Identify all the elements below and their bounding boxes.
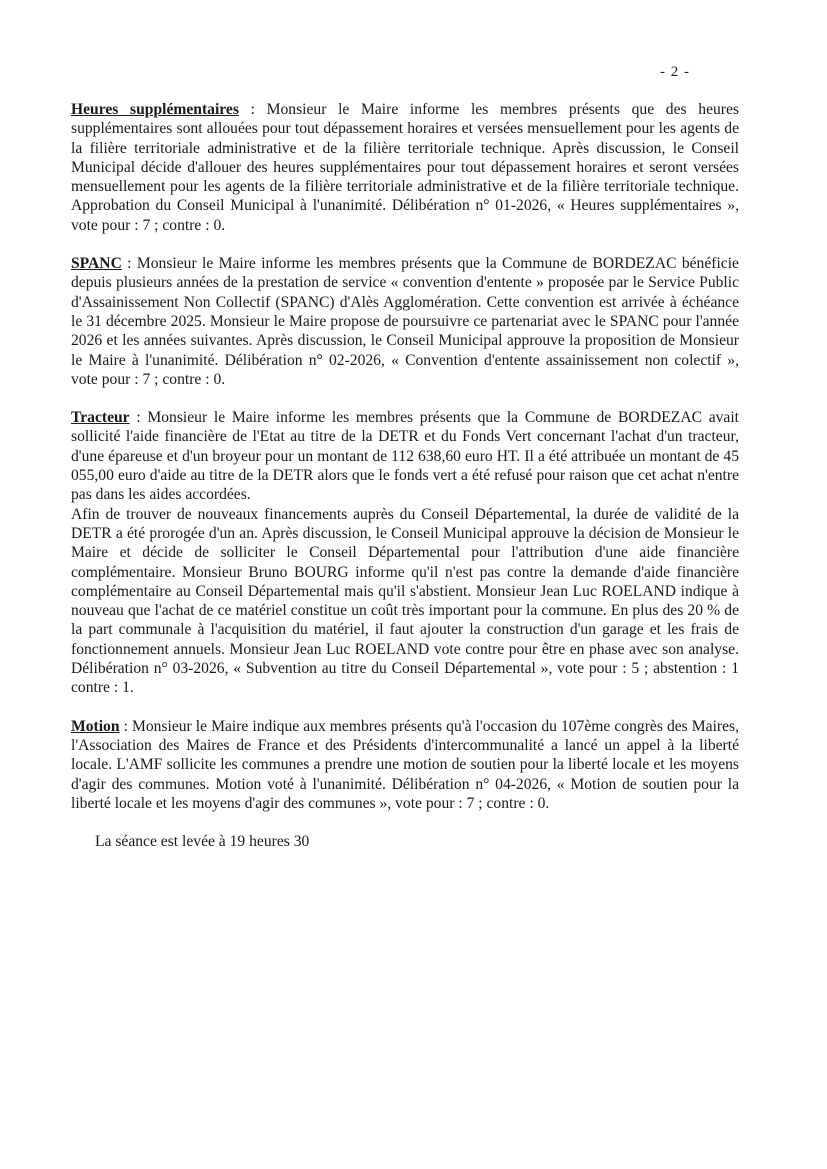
- paragraph: Motion : Monsieur le Maire indique aux membres présents qu'à l'occasion du 107ème congrès des Maires, l'Association des Maires de France et des Présidents d'intercommunalité a lancé un appel à la liberté locale. L'AMF sollicite les communes a prendre une motion de soutien pour la liberté locale et les moyens d'agir des communes. Motion voté à l'unanimité. Délibération n° 04-2026, « Motion de soutien pour la liberté locale et les moyens d'agir des communes », vote pour : 7 ; contre : 0.: [71, 717, 739, 812]
- section-spanc: [71, 254, 739, 389]
- paragraph: Heures supplémentaires : Monsieur le Maire informe les membres présents que des heures supplémentaires sont allouées pour tout dépassement horaires et versées mensuellement pour les agents de la filière territoriale administrative et de la filière territoriale technique. Après discussion, le Conseil Municipal décide d'allouer des heures supplémentaires pour tout dépassement horaires et seront versées mensuellement pour les agents de la filière territoriale administrative et de la filière territoriale technique. Approbation du Conseil Municipal à l'unanimité. Délibération n° 01-2026, « Heures supplémentaires », vote pour : 7 ; contre : 0.: [71, 101, 739, 234]
- section-heading: Heures supplémentaires: [71, 101, 239, 118]
- section-text: Monsieur le Maire indique aux membres présents qu'à l'occasion du 107ème congrès des Maires, l'Association des Maires de France et des Présidents d'intercommunalité a lancé un appel à la liberté locale. L'AMF sollicite les communes a prendre une motion de soutien pour la liberté locale et les moyens d'agir des communes. Motion voté à l'unanimité. Délibération n° 04-2026, « Motion de soutien pour la liberté locale et les moyens d'agir des communes », vote pour : 7 ; contre : 0.: [71, 717, 739, 812]
- section-motion: [71, 717, 739, 813]
- paragraph-continued: Afin de trouver de nouveaux financements auprès du Conseil Départemental, la durée de validité de la DETR a été prorogée d'un an. Après discussion, le Conseil Municipal approuve la décision de Monsieur le Maire et décide de solliciter le Conseil Départemental pour l'attribution d'une aide financière complémentaire. Monsieur Bruno BOURG informe qu'il n'est pas contre la demande d'aide financière complémentaire au Conseil Départemental mais qu'il s'abstient. Monsieur Jean Luc ROELAND indique à nouveau que l'achat de ce matériel constitue un coût très important pour la commune. En plus des 20 % de la part communale à l'acquisition du matériel, il faut ajouter la construction d'un garage et les frais de fonctionnement annuels. Monsieur Jean Luc ROELAND vote contre pour être en phase avec son analyse. Délibération n° 03-2026, « Subvention au titre du Conseil Départemental », vote pour : 5 ; abstention : 1 contre : 1.: [71, 505, 739, 697]
- section-text: Monsieur le Maire informe les membres présents que des heures supplémentaires sont allouées pour tout dépassement horaires et versées mensuellement pour les agents de la filière territoriale administrative et de la filière territoriale technique. Après discussion, le Conseil Municipal décide d'allouer des heures supplémentaires pour tout dépassement horaires et seront versées mensuellement pour les agents de la filière territoriale administrative et de la filière territoriale technique. Approbation du Conseil Municipal à l'unanimité. Délibération n° 01-2026, « Heures supplémentaires », vote pour : 7 ; contre : 0.: [71, 101, 739, 234]
- section-heading: SPANC: [71, 255, 122, 273]
- section-heures-supplementaires: [71, 100, 739, 235]
- section-tracteur: [71, 408, 739, 697]
- paragraph: SPANC : Monsieur le Maire informe les membres présents que la Commune de BORDEZAC bénéficie depuis plusieurs années de la prestation de service « convention d'entente » proposée par le Service Public d'Assainissement Non Collectif (SPANC) d'Alès Agglomération. Cette convention est arrivée à échéance le 31 décembre 2025. Monsieur le Maire propose de poursuivre ce partenariat avec le SPANC pour l'année 2026 et les années suivantes. Après discussion, le Conseil Municipal approuve la proposition de Monsieur le Maire à l'unanimité. Délibération n° 02-2026, « Convention d'entente assainissement non colectif », vote pour : 7 ; contre : 0.: [71, 255, 739, 388]
- section-text: Monsieur le Maire informe les membres présents que la Commune de BORDEZAC bénéficie depuis plusieurs années de la prestation de service « convention d'entente » proposée par le Service Public d'Assainissement Non Collectif (SPANC) d'Alès Agglomération. Cette convention est arrivée à échéance le 31 décembre 2025. Monsieur le Maire propose de poursuivre ce partenariat avec le SPANC pour l'année 2026 et les années suivantes. Après discussion, le Conseil Municipal approuve la proposition de Monsieur le Maire à l'unanimité. Délibération n° 02-2026, « Convention d'entente assainissement non colectif », vote pour : 7 ; contre : 0.: [71, 255, 739, 388]
- document-body: [71, 100, 739, 851]
- paragraph: Tracteur : Monsieur le Maire informe les membres présents que la Commune de BORDEZAC avait sollicité l'aide financière de l'Etat au titre de la DETR et du Fonds Vert concernant l'achat d'un tracteur, d'une épareuse et d'un broyeur pour un montant de 112 638,60 euro HT. Il a été attribuée un montant de 45 055,00 euro d'aide au titre de la DETR alors que le fonds vert a été refusé pour raison que cet achat n'entre pas dans les aides accordées.: [71, 409, 739, 504]
- section-text: Monsieur le Maire informe les membres présents que la Commune de BORDEZAC avait sollicité l'aide financière de l'Etat au titre de la DETR et du Fonds Vert concernant l'achat d'un tracteur, d'une épareuse et d'un broyeur pour un montant de 112 638,60 euro HT. Il a été attribuée un montant de 45 055,00 euro d'aide au titre de la DETR alors que le fonds vert a été refusé pour raison que cet achat n'entre pas dans les aides accordées.: [71, 409, 739, 504]
- closing-statement: La séance est levée à 19 heures 30: [95, 833, 310, 851]
- section-heading: Motion: [71, 717, 120, 735]
- page-number: - 2 -: [660, 64, 690, 80]
- section-heading: Tracteur: [71, 409, 130, 427]
